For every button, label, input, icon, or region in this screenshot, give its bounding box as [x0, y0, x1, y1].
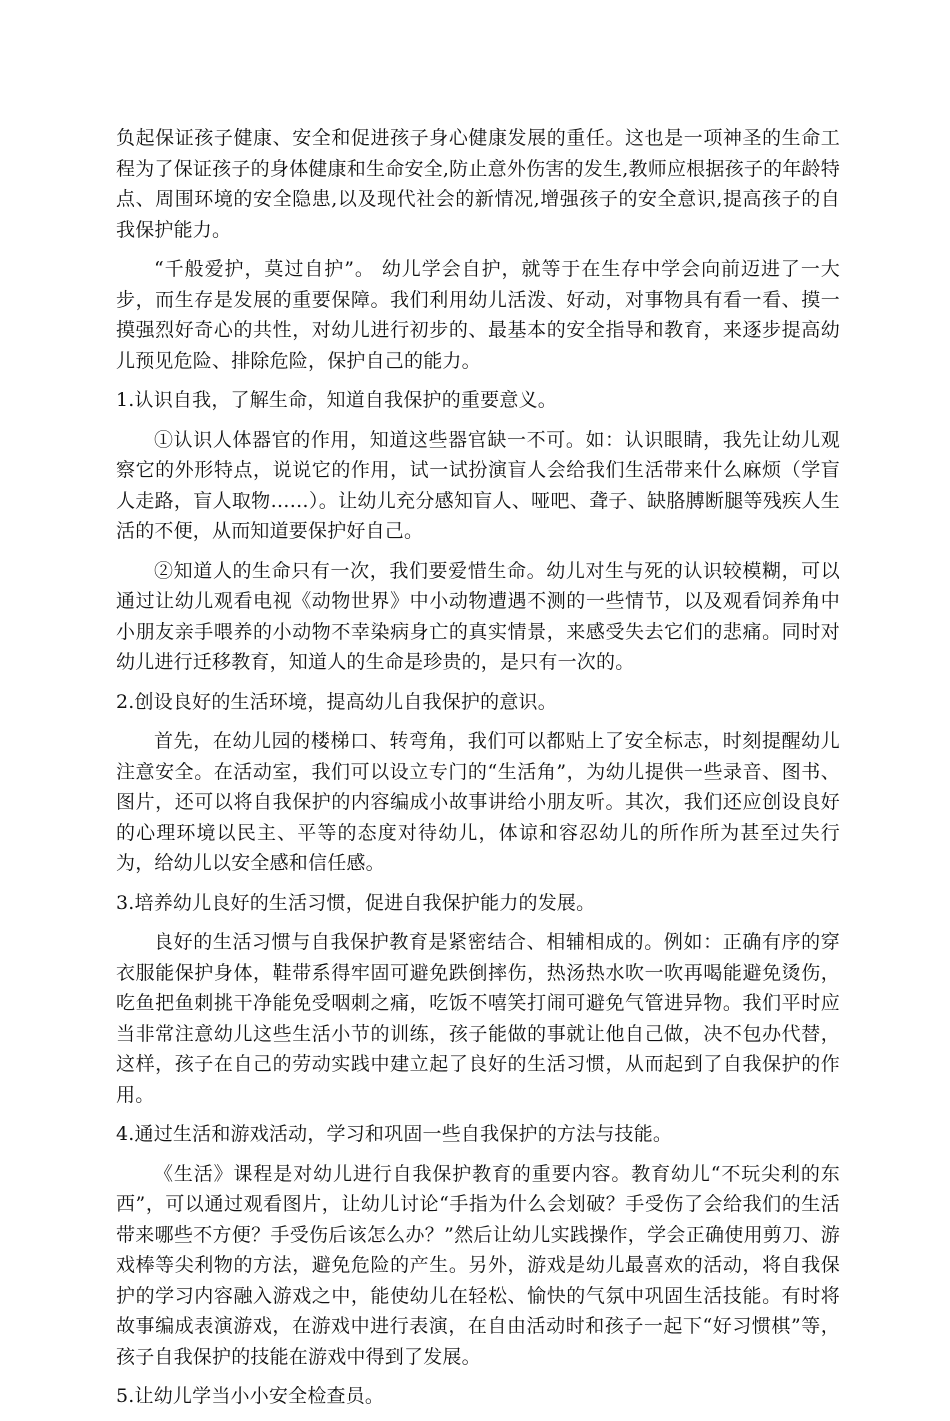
section-heading: 3.培养幼儿良好的生活习惯，促进自我保护能力的发展。 [116, 891, 596, 914]
document-page [116, 123, 840, 1421]
section-heading: 5.让幼儿学当小小安全检查员。 [116, 1385, 385, 1407]
body-paragraph: 首先，在幼儿园的楼梯口、转弯角，我们可以都贴上了安全标志，时刻提醒幼儿注意安全。在活动室，我们可以设立专门的“生活角”，为幼儿提供一些录音、图书、图片，还可以将自我保护的内容编成小故事讲给小朋友听。其次，我们还应创设良好的心理环境以民主、平等的态度对待幼儿，体谅和容忍幼儿的所作所为甚至过失行为，给幼儿以安全感和信任感。 [116, 730, 840, 874]
section-heading: 4.通过生活和游戏活动，学习和巩固一些自我保护的方法与技能。 [116, 1123, 673, 1145]
section-heading: 2.创设良好的生活环境，提高幼儿自我保护的意识。 [116, 690, 557, 713]
body-paragraph: ①认识人体器官的作用，知道这些器官缺一不可。如：认识眼睛，我先让幼儿观察它的外形特点，说说它的作用，试一试扮演盲人会给我们生活带来什么麻烦（学盲人走路，盲人取物……）。让幼儿充分感知盲人、哑吧、聋子、缺胳膊断腿等残疾人生活的不便，从而知道要保护好自己。 [116, 428, 840, 542]
body-paragraph: “千般爱护，莫过自护”。 幼儿学会自护，就等于在生存中学会向前迈进了一大步，而生存是发展的重要保障。我们利用幼儿活泼、好动，对事物具有看一看、摸一摸强烈好奇心的共性，对幼儿进行初步的、最基本的安全指导和教育，来逐步提高幼儿预见危险、排除危险，保护自己的能力。 [116, 258, 840, 372]
body-paragraph: 负起保证孩子健康、安全和促进孩子身心健康发展的重任。这也是一项神圣的生命工程为了保证孩子的身体健康和生命安全,防止意外伤害的发生,教师应根据孩子的年龄特点、周围环境的安全隐患,以及现代社会的新情况,增强孩子的安全意识,提高孩子的自我保护能力。 [116, 127, 840, 241]
section-heading: 1.认识自我，了解生命，知道自我保护的重要意义。 [116, 389, 557, 411]
body-paragraph: 良好的生活习惯与自我保护教育是紧密结合、相辅相成的。例如：正确有序的穿衣服能保护身体，鞋带系得牢固可避免跌倒摔伤，热汤热水吹一吹再喝能避免烫伤，吃鱼把鱼刺挑干净能免受咽刺之痛，吃饭不嘻笑打闹可避免气管进异物。我们平时应当非常注意幼儿这些生活小节的训练，孩子能做的事就让他自己做，决不包办代替，这样，孩子在自己的劳动实践中建立起了良好的生活习惯，从而起到了自我保护的作用。 [116, 931, 840, 1106]
body-paragraph: ②知道人的生命只有一次，我们要爱惜生命。幼儿对生与死的认识较模糊，可以通过让幼儿观看电视《动物世界》中小动物遭遇不测的一些情节，以及观看饲养角中小朋友亲手喂养的小动物不幸染病身亡的真实情景，来感受失去它们的悲痛。同时对幼儿进行迁移教育，知道人的生命是珍贵的，是只有一次的。 [116, 559, 840, 673]
body-paragraph: 《生活》课程是对幼儿进行自我保护教育的重要内容。教育幼儿“不玩尖利的东西”，可以通过观看图片，让幼儿讨论“手指为什么会划破？手受伤了会给我们的生活带来哪些不方便？手受伤后该怎么办？”然后让幼儿实践操作，学会正确使用剪刀、游戏棒等尖利物的方法，避免危险的产生。另外，游戏是幼儿最喜欢的活动，将自我保护的学习内容融入游戏之中，能使幼儿在轻松、愉快的气氛中巩固生活技能。有时将故事编成表演游戏，在游戏中进行表演，在自由活动时和孩子一起下“好习惯棋”等，孩子自我保护的技能在游戏中得到了发展。 [116, 1162, 840, 1368]
